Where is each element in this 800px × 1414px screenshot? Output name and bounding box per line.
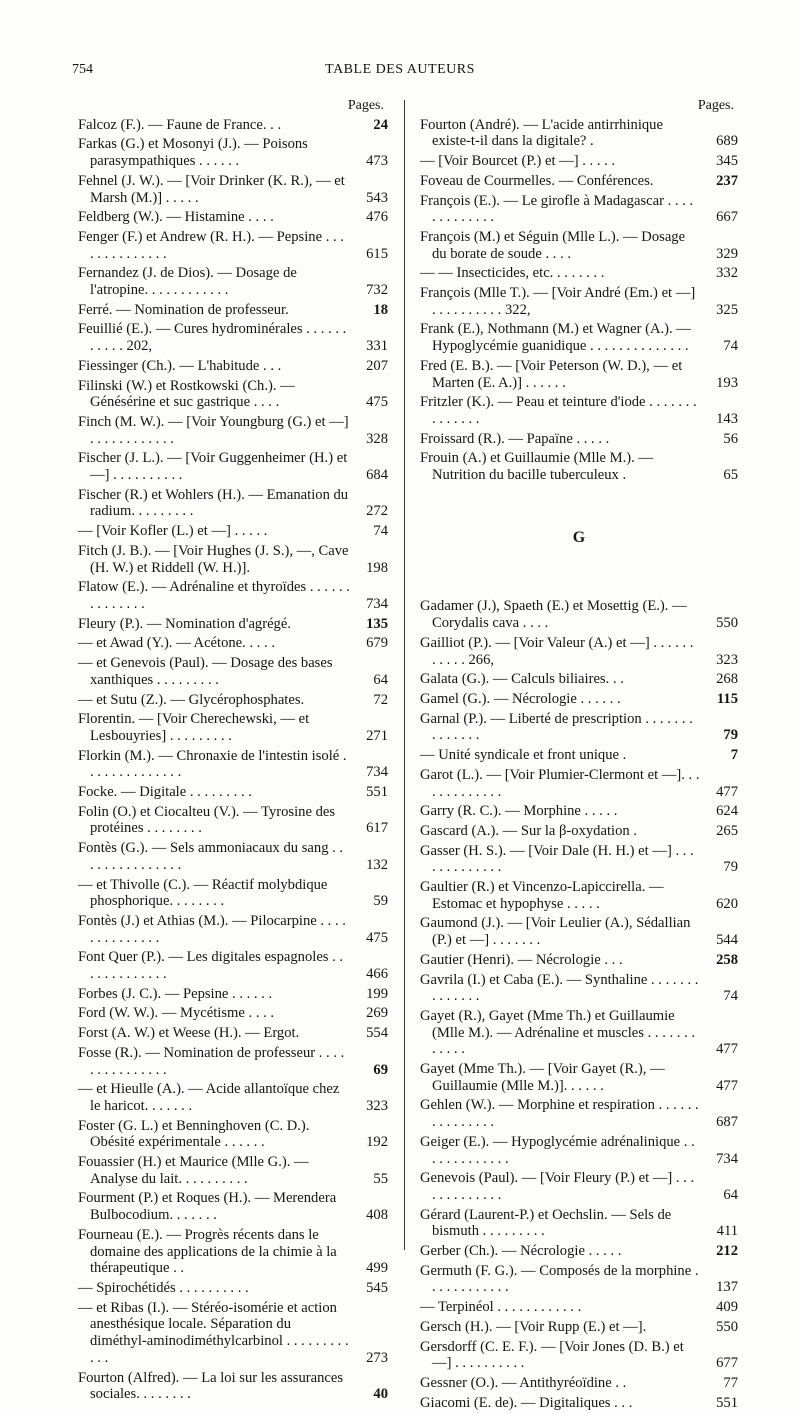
entry-page: 207 <box>366 357 388 374</box>
entry-text: Fourneau (E.). — Progrès récents dans le domaine des applications de la chimie à la thérapeutique . . <box>78 1226 337 1277</box>
entry-page: 617 <box>366 820 388 837</box>
entry-page: 411 <box>716 1223 738 1240</box>
entry-text: — et Ribas (I.). — Stéréo-isomérie et action anesthésique locale. Séparation du diméthyl-aminodiméthylcarbinol . . . . . . . . . . . . <box>78 1299 349 1366</box>
entry-page: 329 <box>716 245 738 262</box>
entry-text: Fischer (J. L.). — [Voir Guggenheimer (H.) et —] . . . . . . . . . . <box>78 450 348 484</box>
entry-text: Fontès (J.) et Athias (M.). — Pilocarpine . . . . . . . . . . . . . . <box>78 912 346 946</box>
entry-text: Fehnel (J. W.). — [Voir Drinker (K. R.), — et Marsh (M.)] . . . . . <box>78 172 345 206</box>
entry-page: 477 <box>716 1041 738 1058</box>
index-entry <box>420 691 738 708</box>
section-letter-g: G <box>572 528 586 546</box>
entry-text: Gérard (Laurent-P.) et Oechslin. — Sels de bismuth . . . . . . . . . <box>420 1206 672 1240</box>
entry-page: 79 <box>723 859 738 876</box>
entry-text: Frouin (A.) et Guillaumie (Mlle M.). — Nutrition du bacille tuberculeux . <box>420 450 654 484</box>
entry-page: 271 <box>366 727 388 744</box>
index-entry <box>420 173 738 190</box>
entry-text: Fiessinger (Ch.). — L'habitude . . . <box>78 357 282 374</box>
entry-text: Germuth (F. G.). — Composés de la morphine . . . . . . . . . . . . <box>420 1262 699 1296</box>
index-entry <box>78 804 388 837</box>
entry-text: Gayet (R.), Gayet (Mme Th.) et Guillaumie (Mlle M.). — Adrénaline et muscles . . . . . . . . . . . . <box>420 1007 696 1058</box>
index-entry <box>420 265 738 282</box>
index-entry <box>420 321 738 354</box>
entry-text: Fouassier (H.) et Maurice (Mlle G.). — Analyse du lait. . . . . . . . . . <box>78 1154 309 1187</box>
entry-page: 273 <box>366 1349 388 1366</box>
index-entry <box>78 302 388 319</box>
entry-page: 732 <box>366 282 388 299</box>
index-entry <box>78 949 388 982</box>
entry-text: Ford (W. W.). — Mycétisme . . . . <box>78 1005 275 1022</box>
entry-text: Fenger (F.) et Andrew (R. H.). — Pepsine . . . . . . . . . . . . . . <box>78 228 344 262</box>
entry-page: 331 <box>366 338 388 355</box>
entry-text: Gaumond (J.). — [Voir Leulier (A.), Sédallian (P.) et —] . . . . . . . <box>420 915 691 949</box>
entry-text: Gersdorff (C. E. F.). — [Voir Jones (D. B.) et —] . . . . . . . . . . <box>420 1338 684 1372</box>
index-entry <box>78 877 388 910</box>
index-entry <box>78 450 388 483</box>
entry-text: Giacomi (E. de). — Digitaliques . . . <box>420 1394 633 1411</box>
entry-text: Filinski (W.) et Rostkowski (Ch.). — Génésérine et suc gastrique . . . . <box>78 377 295 411</box>
entry-page: 687 <box>716 1114 738 1131</box>
index-entry <box>420 431 738 448</box>
index-entry <box>78 1280 388 1297</box>
index-entry <box>420 823 738 840</box>
index-entry <box>78 321 388 354</box>
index-entry <box>420 1339 738 1372</box>
entry-page: 40 <box>373 1386 388 1403</box>
index-entry <box>420 915 738 948</box>
entry-page: 143 <box>716 410 738 427</box>
entry-text: Gautier (Henri). — Nécrologie . . . <box>420 951 623 968</box>
entry-text: Fernandez (J. de Dios). — Dosage de l'atropine. . . . . . . . . . . . <box>78 265 297 299</box>
entry-text: Garnal (P.). — Liberté de prescription . . . . . . . . . . . . . . <box>420 710 693 744</box>
index-entry <box>420 358 738 391</box>
entry-page: 543 <box>366 189 388 206</box>
index-entry <box>420 1375 738 1392</box>
index-entry <box>420 1243 738 1260</box>
entry-page: 55 <box>373 1170 388 1187</box>
index-entry <box>78 136 388 169</box>
index-entry <box>420 450 738 483</box>
index-entry <box>420 747 738 764</box>
entry-page: 550 <box>716 615 738 632</box>
index-entry <box>420 767 738 800</box>
entry-page: 74 <box>723 338 738 355</box>
entry-page: 475 <box>366 929 388 946</box>
entry-text: Forst (A. W.) et Weese (H.). — Ergot. <box>78 1025 300 1042</box>
entry-text: — [Voir Bourcet (P.) et —] . . . . . <box>420 153 616 170</box>
index-entry <box>420 117 738 150</box>
entry-page: 64 <box>723 1186 738 1203</box>
entry-text: Gayet (Mme Th.). — [Voir Gayet (R.), — Guillaumie (Mlle M.)]. . . . . . <box>420 1061 665 1094</box>
entry-page: 192 <box>366 1134 388 1151</box>
index-entry <box>78 1370 388 1403</box>
index-entry <box>78 1005 388 1022</box>
index-entry <box>78 543 388 576</box>
entry-text: Geiger (E.). — Hypoglycémie adrénalinique . . . . . . . . . . . . . <box>420 1133 695 1167</box>
entry-page: 550 <box>716 1318 738 1335</box>
index-entry <box>78 1190 388 1223</box>
index-entry <box>78 692 388 709</box>
entry-text: Florkin (M.). — Chronaxie de l'intestin isolé . . . . . . . . . . . . . . <box>78 747 347 781</box>
entry-page: 69 <box>373 1061 388 1078</box>
index-entry <box>420 285 738 318</box>
column-divider <box>404 100 405 1250</box>
entry-text: Froissard (R.). — Papaïne . . . . . <box>420 430 610 447</box>
entry-text: Galata (G.). — Calculs biliaires. . . <box>420 671 624 688</box>
index-entry <box>420 1008 738 1058</box>
entry-page: 79 <box>723 727 738 744</box>
entry-text: Gehlen (W.). — Morphine et respiration . . . . . . . . . . . . . . . <box>420 1097 699 1131</box>
entry-page: 135 <box>366 615 388 632</box>
entry-text: Gerber (Ch.). — Nécrologie . . . . . <box>420 1243 622 1260</box>
entry-text: — Unité syndicale et front unique . <box>420 747 627 764</box>
entry-text: — et Awad (Y.). — Acétone. . . . . <box>78 635 275 652</box>
entry-text: Gailliot (P.). — [Voir Valeur (A.) et —] . . . . . . . . . . . 266, <box>420 634 694 668</box>
entry-text: — et Genevois (Paul). — Dosage des bases xanthiques . . . . . . . . . <box>78 655 333 688</box>
entry-page: 24 <box>373 116 388 133</box>
entry-page: 325 <box>716 301 738 318</box>
entry-page: 65 <box>723 467 738 484</box>
entry-text: — Terpinéol . . . . . . . . . . . . <box>420 1299 582 1316</box>
entry-text: Gaultier (R.) et Vincenzo-Lapiccirella. — Estomac et hypophyse . . . . . <box>420 879 664 912</box>
entry-text: Fourment (P.) et Roques (H.). — Merendera Bulbocodium. . . . . . . <box>78 1190 337 1224</box>
entry-text: Gasser (H. S.). — [Voir Dale (H. H.) et —] . . . . . . . . . . . . . <box>420 842 694 876</box>
left-column <box>78 98 388 1406</box>
entry-page: 554 <box>366 1025 388 1042</box>
entry-text: François (M.) et Séguin (Mlle L.). — Dosage du borate de soude . . . . <box>420 228 686 262</box>
index-entry <box>420 1134 738 1167</box>
entry-page: 734 <box>366 764 388 781</box>
entry-page: 258 <box>716 951 738 968</box>
index-entry <box>420 952 738 969</box>
index-entry <box>78 784 388 801</box>
entry-text: Fred (E. B.). — [Voir Peterson (W. D.), — et Marten (E. A.)] . . . . . . <box>420 357 683 391</box>
entry-text: François (Mlle T.). — [Voir André (Em.) et —] . . . . . . . . . . 322, <box>420 285 696 318</box>
index-entry <box>78 748 388 781</box>
index-entry <box>78 1118 388 1151</box>
entry-text: Garot (L.). — [Voir Plumier-Clermont et —]. . . . . . . . . . . . . <box>420 766 700 800</box>
left-entries <box>78 117 388 1403</box>
entry-page: 734 <box>366 595 388 612</box>
entry-page: 272 <box>366 503 388 520</box>
entry-page: 115 <box>716 690 738 707</box>
entry-page: 545 <box>366 1280 388 1296</box>
entry-text: Fontès (G.). — Sels ammoniacaux du sang . . . . . . . . . . . . . . . <box>78 840 344 873</box>
index-entry <box>78 711 388 744</box>
entry-page: 74 <box>373 523 388 540</box>
entry-page: 551 <box>716 1394 738 1411</box>
entry-page: 689 <box>716 133 738 150</box>
entry-page: 72 <box>373 691 388 708</box>
index-entry <box>78 487 388 520</box>
index-entry <box>420 394 738 427</box>
index-entry <box>420 879 738 912</box>
entry-page: 59 <box>373 893 388 910</box>
entry-text: — [Voir Kofler (L.) et —] . . . . . <box>78 523 268 540</box>
entry-page: 466 <box>366 966 388 983</box>
index-entry <box>420 153 738 170</box>
entry-text: Fourton (Alfred). — La loi sur les assurances sociales. . . . . . . . <box>78 1369 344 1403</box>
index-entry <box>420 1207 738 1240</box>
index-entry <box>78 579 388 612</box>
entry-text: — et Sutu (Z.). — Glycérophosphates. <box>78 691 305 708</box>
entry-text: Font Quer (P.). — Les digitales espagnoles . . . . . . . . . . . . . <box>78 949 344 983</box>
index-entry <box>420 803 738 820</box>
entry-text: Flatow (E.). — Adrénaline et thyroïdes . . . . . . . . . . . . . . <box>78 579 350 612</box>
running-title: TABLE DES AUTEURS <box>325 62 475 77</box>
entry-page: 624 <box>716 803 738 820</box>
index-entry <box>78 265 388 298</box>
entry-page: 544 <box>716 932 738 949</box>
entry-text: Forbes (J. C.). — Pepsine . . . . . . <box>78 985 273 1002</box>
entry-text: François (E.). — Le girofle à Madagascar . . . . . . . . . . . . . <box>420 192 694 226</box>
entry-page: 477 <box>716 1077 738 1094</box>
index-entry <box>78 117 388 134</box>
index-entry <box>420 1299 738 1316</box>
entry-text: — et Hieulle (A.). — Acide allantoïque chez le haricot. . . . . . . <box>78 1081 340 1114</box>
entry-text: — et Thivolle (C.). — Réactif molybdique phosphorique. . . . . . . . <box>78 876 328 910</box>
index-entry <box>78 840 388 873</box>
index-entry <box>78 209 388 226</box>
entry-text: Foster (G. L.) et Benninghoven (C. D.). Obésité expérimentale . . . . . . <box>78 1117 310 1151</box>
index-entry <box>78 1154 388 1187</box>
entry-text: Gavrila (I.) et Caba (E.). — Synthaline . . . . . . . . . . . . . . <box>420 971 699 1005</box>
index-entry <box>420 598 738 631</box>
entry-text: Fritzler (K.). — Peau et teinture d'iode . . . . . . . . . . . . . . <box>420 394 697 427</box>
entry-text: Focke. — Digitale . . . . . . . . . <box>78 784 252 801</box>
page-number: 754 <box>72 62 93 77</box>
entry-text: — Spirochétidés . . . . . . . . . . <box>78 1280 249 1296</box>
entry-page: 77 <box>723 1375 738 1391</box>
entry-text: Ferré. — Nomination de professeur. <box>78 301 289 318</box>
entry-page: 193 <box>716 374 738 391</box>
entry-page: 734 <box>716 1150 738 1167</box>
index-entry <box>420 711 738 744</box>
index-entry <box>78 173 388 206</box>
entry-text: Gessner (O.). — Antithyréoïdine . . <box>420 1375 627 1391</box>
entry-page: 679 <box>366 635 388 652</box>
entry-text: Fosse (R.). — Nomination de professeur . . . . . . . . . . . . . . . <box>78 1044 345 1078</box>
entry-page: 473 <box>366 153 388 170</box>
entry-text: Fitch (J. B.). — [Voir Hughes (J. S.), —, Cave (H. W.) et Riddell (W. H.)]. <box>78 542 349 576</box>
entry-text: Florentin. — [Voir Cherechewski, — et Lesbouyries] . . . . . . . . . <box>78 711 310 744</box>
right-column <box>420 98 738 1414</box>
right-entries-f <box>420 117 738 484</box>
entry-page: 74 <box>723 988 738 1005</box>
entry-page: 684 <box>366 467 388 484</box>
entry-page: 237 <box>716 172 738 189</box>
index-entry <box>78 1227 388 1277</box>
entry-page: 268 <box>716 671 738 688</box>
index-entry <box>78 635 388 652</box>
entry-page: 323 <box>716 651 738 668</box>
entry-page: 132 <box>366 856 388 873</box>
index-entry <box>420 843 738 876</box>
index-entry <box>78 986 388 1003</box>
entry-text: Gascard (A.). — Sur la β-oxydation . <box>420 822 637 839</box>
entry-page: 198 <box>366 559 388 576</box>
entry-page: 7 <box>730 747 738 764</box>
index-entry <box>420 1061 738 1094</box>
entry-text: Finch (M. W.). — [Voir Youngburg (G.) et —] . . . . . . . . . . . . <box>78 413 349 447</box>
entry-text: Frank (E.), Nothmann (M.) et Wagner (A.). — Hypoglycémie guanidique . . . . . . . . . . . . . . <box>420 321 691 355</box>
index-entry <box>78 229 388 262</box>
entry-text: Garry (R. C.). — Morphine . . . . . <box>420 803 618 820</box>
entry-page: 499 <box>366 1260 388 1277</box>
entry-text: Gamel (G.). — Nécrologie . . . . . . <box>420 690 621 707</box>
index-entry <box>78 1025 388 1042</box>
index-entry <box>420 1263 738 1296</box>
entry-page: 332 <box>716 265 738 282</box>
entry-text: Fourton (André). — L'acide antirrhinique existe-t-il dans la digitale? . <box>420 116 663 150</box>
entry-text: Gadamer (J.), Spaeth (E.) et Mosettig (E.). — Corydalis cava . . . . <box>420 598 687 632</box>
entry-text: Falcoz (F.). — Faune de France. . . <box>78 116 282 133</box>
entry-page: 18 <box>373 301 388 318</box>
entry-text: Feldberg (W.). — Histamine . . . . <box>78 209 274 226</box>
entry-page: 620 <box>716 895 738 912</box>
page-header <box>0 62 800 82</box>
index-entry <box>420 1170 738 1203</box>
index-entry <box>420 972 738 1005</box>
entry-text: Folin (O.) et Ciocalteu (V.). — Tyrosine des protéines . . . . . . . . <box>78 803 336 837</box>
index-entry <box>420 1395 738 1412</box>
entry-page: 615 <box>366 245 388 262</box>
index-entry <box>78 1081 388 1114</box>
index-entry <box>420 229 738 262</box>
entry-page: 477 <box>716 783 738 800</box>
index-entry <box>420 635 738 668</box>
entry-page: 137 <box>716 1279 738 1296</box>
index-entry <box>420 1319 738 1336</box>
entry-page: 323 <box>366 1097 388 1114</box>
entry-page: 677 <box>716 1355 738 1372</box>
entry-page: 199 <box>366 985 388 1002</box>
entry-text: Gersch (H.). — [Voir Rupp (E.) et —]. <box>420 1318 647 1335</box>
index-entry <box>78 913 388 946</box>
entry-text: Foveau de Courmelles. — Conférences. <box>420 172 654 189</box>
entry-text: Fleury (P.). — Nomination d'agrégé. <box>78 615 291 632</box>
entry-page: 408 <box>366 1207 388 1224</box>
index-entry <box>78 1045 388 1078</box>
index-entry <box>420 193 738 226</box>
entry-text: Feuillié (E.). — Cures hydrominérales . . . . . . . . . . . 202, <box>78 321 347 355</box>
index-entry <box>78 378 388 411</box>
entry-text: Genevois (Paul). — [Voir Fleury (P.) et —] . . . . . . . . . . . . . <box>420 1170 695 1203</box>
entry-page: 56 <box>723 430 738 447</box>
entry-page: 328 <box>366 430 388 447</box>
entry-text: — — Insecticides, etc. . . . . . . . <box>420 265 605 282</box>
entry-page: 667 <box>716 209 738 226</box>
entry-page: 345 <box>716 153 738 170</box>
index-entry <box>420 671 738 688</box>
entry-page: 265 <box>716 822 738 839</box>
entry-page: 64 <box>373 671 388 688</box>
entry-text: Farkas (G.) et Mosonyi (J.). — Poisons parasympathiques . . . . . . <box>78 136 308 170</box>
entry-page: 551 <box>366 784 388 801</box>
index-entry <box>78 616 388 633</box>
entry-page: 409 <box>716 1299 738 1316</box>
entry-page: 212 <box>716 1243 738 1260</box>
index-entry <box>78 1300 388 1367</box>
index-entry <box>78 523 388 540</box>
index-entry <box>78 414 388 447</box>
entry-page: 475 <box>366 394 388 411</box>
entry-page: 476 <box>366 209 388 226</box>
pages-label: Pages. <box>347 98 384 113</box>
pages-label: Pages. <box>697 98 734 113</box>
entry-text: Fischer (R.) et Wohlers (H.). — Emanation du radium. . . . . . . . . <box>78 486 349 520</box>
entry-page: 269 <box>366 1005 388 1022</box>
right-entries-g <box>420 598 738 1411</box>
index-entry <box>78 655 388 688</box>
index-entry <box>420 1097 738 1130</box>
index-entry <box>78 358 388 375</box>
